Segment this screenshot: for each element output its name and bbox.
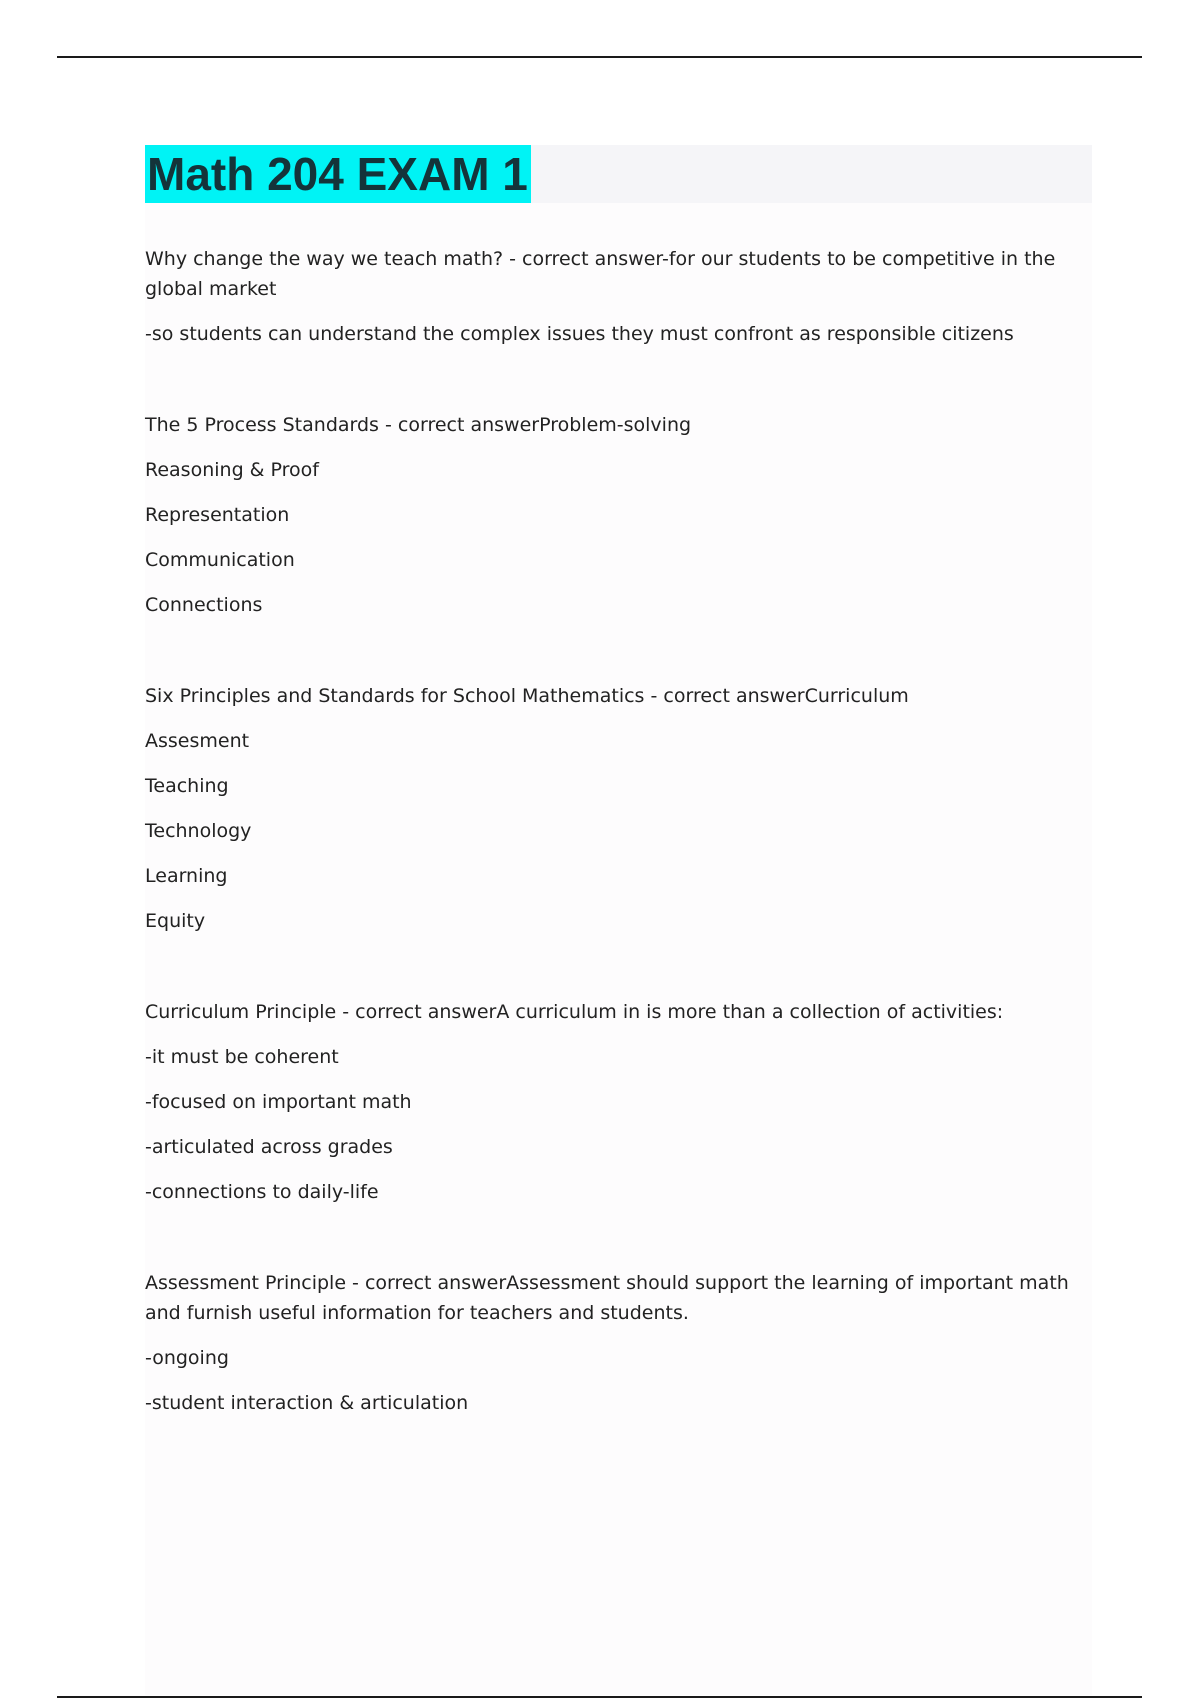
section-process-standards	[145, 410, 1095, 620]
footer-rule	[57, 1696, 1142, 1698]
question-answer: Curriculum Principle - correct answerA curriculum in is more than a collection of activities:	[145, 1001, 1004, 1023]
answer-line: Connections	[145, 594, 263, 616]
answer-line: -ongoing	[145, 1347, 229, 1369]
document-title: Math 204 EXAM 1	[145, 145, 531, 203]
answer-line: Reasoning & Proof	[145, 459, 319, 481]
answer-line: Teaching	[145, 775, 229, 797]
question-answer: Assessment Principle - correct answerAssessment should support the learning of important math and furnish useful information for teachers and students.	[145, 1272, 1069, 1324]
answer-line: Communication	[145, 549, 295, 571]
question-answer: Why change the way we teach math? - correct answer-for our students to be competitive in the global market	[145, 248, 1056, 300]
answer-line: -it must be coherent	[145, 1046, 339, 1068]
section-curriculum-principle	[145, 997, 1095, 1207]
answer-line: -so students can understand the complex issues they must confront as responsible citizens	[145, 323, 1014, 345]
answer-line: Learning	[145, 865, 228, 887]
answer-line: Assesment	[145, 730, 250, 752]
question-answer: Six Principles and Standards for School Mathematics - correct answerCurriculum	[145, 685, 909, 707]
section-assessment-principle	[145, 1268, 1095, 1418]
answer-line: Representation	[145, 504, 290, 526]
answer-line: -focused on important math	[145, 1091, 412, 1113]
question-answer: The 5 Process Standards - correct answerProblem-solving	[145, 414, 692, 436]
header-rule	[57, 56, 1142, 58]
answer-line: -connections to daily-life	[145, 1181, 379, 1203]
answer-line: -student interaction & articulation	[145, 1392, 469, 1414]
section-why-change	[145, 244, 1095, 349]
section-six-principles	[145, 681, 1095, 936]
answer-line: Technology	[145, 820, 252, 842]
answer-line: Equity	[145, 910, 206, 932]
answer-line: -articulated across grades	[145, 1136, 393, 1158]
document-body	[145, 244, 1095, 1433]
